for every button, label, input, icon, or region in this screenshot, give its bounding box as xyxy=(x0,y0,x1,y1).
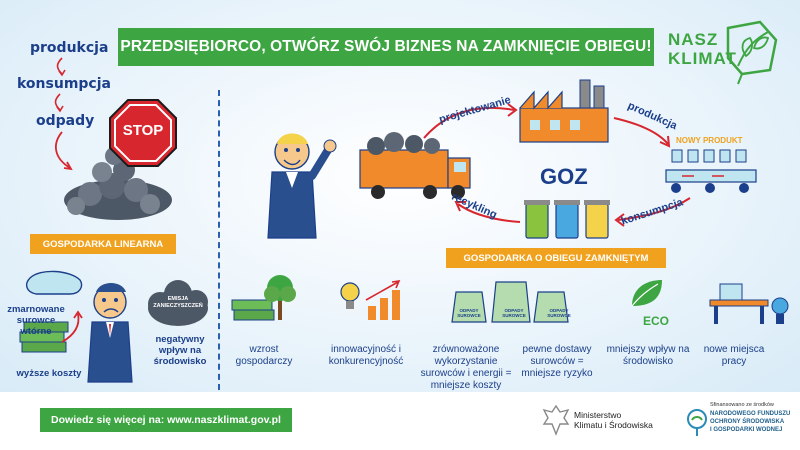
ministry-line2: Klimatu i Środowiska xyxy=(574,420,653,430)
fund-name xyxy=(710,410,790,434)
fund-small-label: Sfinansowano ze środków xyxy=(710,402,774,408)
bag-label-1: ODPADY SUROWCE xyxy=(457,308,481,318)
new-product-label: NOWY PRODUKT xyxy=(676,136,743,145)
empty-bottle-icon xyxy=(27,271,82,294)
office-desk-icon xyxy=(710,284,788,324)
linear-step-consumption: konsumpcja xyxy=(17,76,111,92)
emission-cloud-label: EMISJA ZANIECZYSZCZEŃ xyxy=(153,296,203,309)
ministry-name xyxy=(574,410,653,430)
cycle-label-design: projektowanie xyxy=(437,94,513,126)
happy-businessman-icon xyxy=(268,134,336,239)
money-tree-icon xyxy=(232,275,296,320)
eagle-emblem-icon xyxy=(542,404,570,436)
lightbulb-chart-icon xyxy=(341,281,400,320)
linear-step-waste: odpady xyxy=(36,113,95,129)
factory-icon xyxy=(520,80,608,142)
conveyor-belt-icon xyxy=(666,150,756,193)
cycle-label-production: produkcja xyxy=(625,99,679,133)
wasted-materials-label: zmarnowane surowce wtórne xyxy=(7,304,65,337)
fund-line2: OCHRONY ŚRODOWISKA xyxy=(710,419,785,425)
website-link[interactable] xyxy=(40,408,292,432)
circular-economy-badge: GOSPODARKA O OBIEGU ZAMKNIĘTYM xyxy=(446,248,666,268)
benefit-supply: pewne dostawy surowców = mniejsze ryzyko xyxy=(521,344,593,379)
fund-line3: I GOSPODARKI WODNEJ xyxy=(710,427,783,433)
eco-leaf-icon xyxy=(632,280,662,306)
benefit-innovation: innowacyjność i konkurencyjność xyxy=(328,344,404,367)
recycling-truck-icon xyxy=(360,132,470,199)
benefits-icons xyxy=(220,270,800,340)
bag-labels xyxy=(454,308,574,318)
footer xyxy=(0,392,800,450)
headline-text: PRZEDSIĘBIORCO, OTWÓRZ SWÓJ BIZNES NA ZAMKNIĘCIE OBIEGU! xyxy=(120,38,652,55)
website-link-text[interactable]: Dowiedz się więcej na: www.naszklimat.gov.pl xyxy=(51,414,281,426)
fund-line1: NARODOWEGO FUNDUSZU xyxy=(710,411,791,417)
ministry-logo xyxy=(542,404,672,440)
higher-costs-label: wyższe koszty xyxy=(16,368,82,379)
logo-line2: KLIMAT xyxy=(668,49,737,68)
goz-center-label: GOZ xyxy=(540,164,588,189)
ministry-line1: Ministerstwo xyxy=(574,410,622,420)
sad-businessman-icon xyxy=(88,283,132,382)
benefit-resources: zrównoważone wykorzystanie surowców i energii = mniejsze koszty xyxy=(420,344,512,391)
linear-economy-badge: GOSPODARKA LINEARNA xyxy=(30,234,176,254)
nfosigw-logo xyxy=(686,400,798,444)
negative-environment-label: negatywny wpływ na środowisko xyxy=(153,334,207,367)
bag-label-2: ODPADY SUROWCE xyxy=(502,308,526,318)
eco-icon-label: ECO xyxy=(642,314,669,328)
benefit-jobs: nowe miejsca pracy xyxy=(703,344,765,367)
recycling-bins-icon xyxy=(524,200,610,238)
benefit-growth: wzrost gospodarczy xyxy=(235,344,293,367)
water-fund-icon xyxy=(686,408,708,438)
cycle-label-recycling: recykling xyxy=(449,190,499,222)
logo-line1: NASZ xyxy=(668,30,719,49)
stop-sign-label: STOP xyxy=(122,122,164,139)
bag-label-3: ODPADY SUROWCE xyxy=(547,308,571,318)
benefit-environment: mniejszy wpływ na środowisko xyxy=(606,344,690,367)
cycle-label-consumption: konsumpcja xyxy=(619,196,685,228)
linear-step-production: produkcja xyxy=(30,40,109,56)
